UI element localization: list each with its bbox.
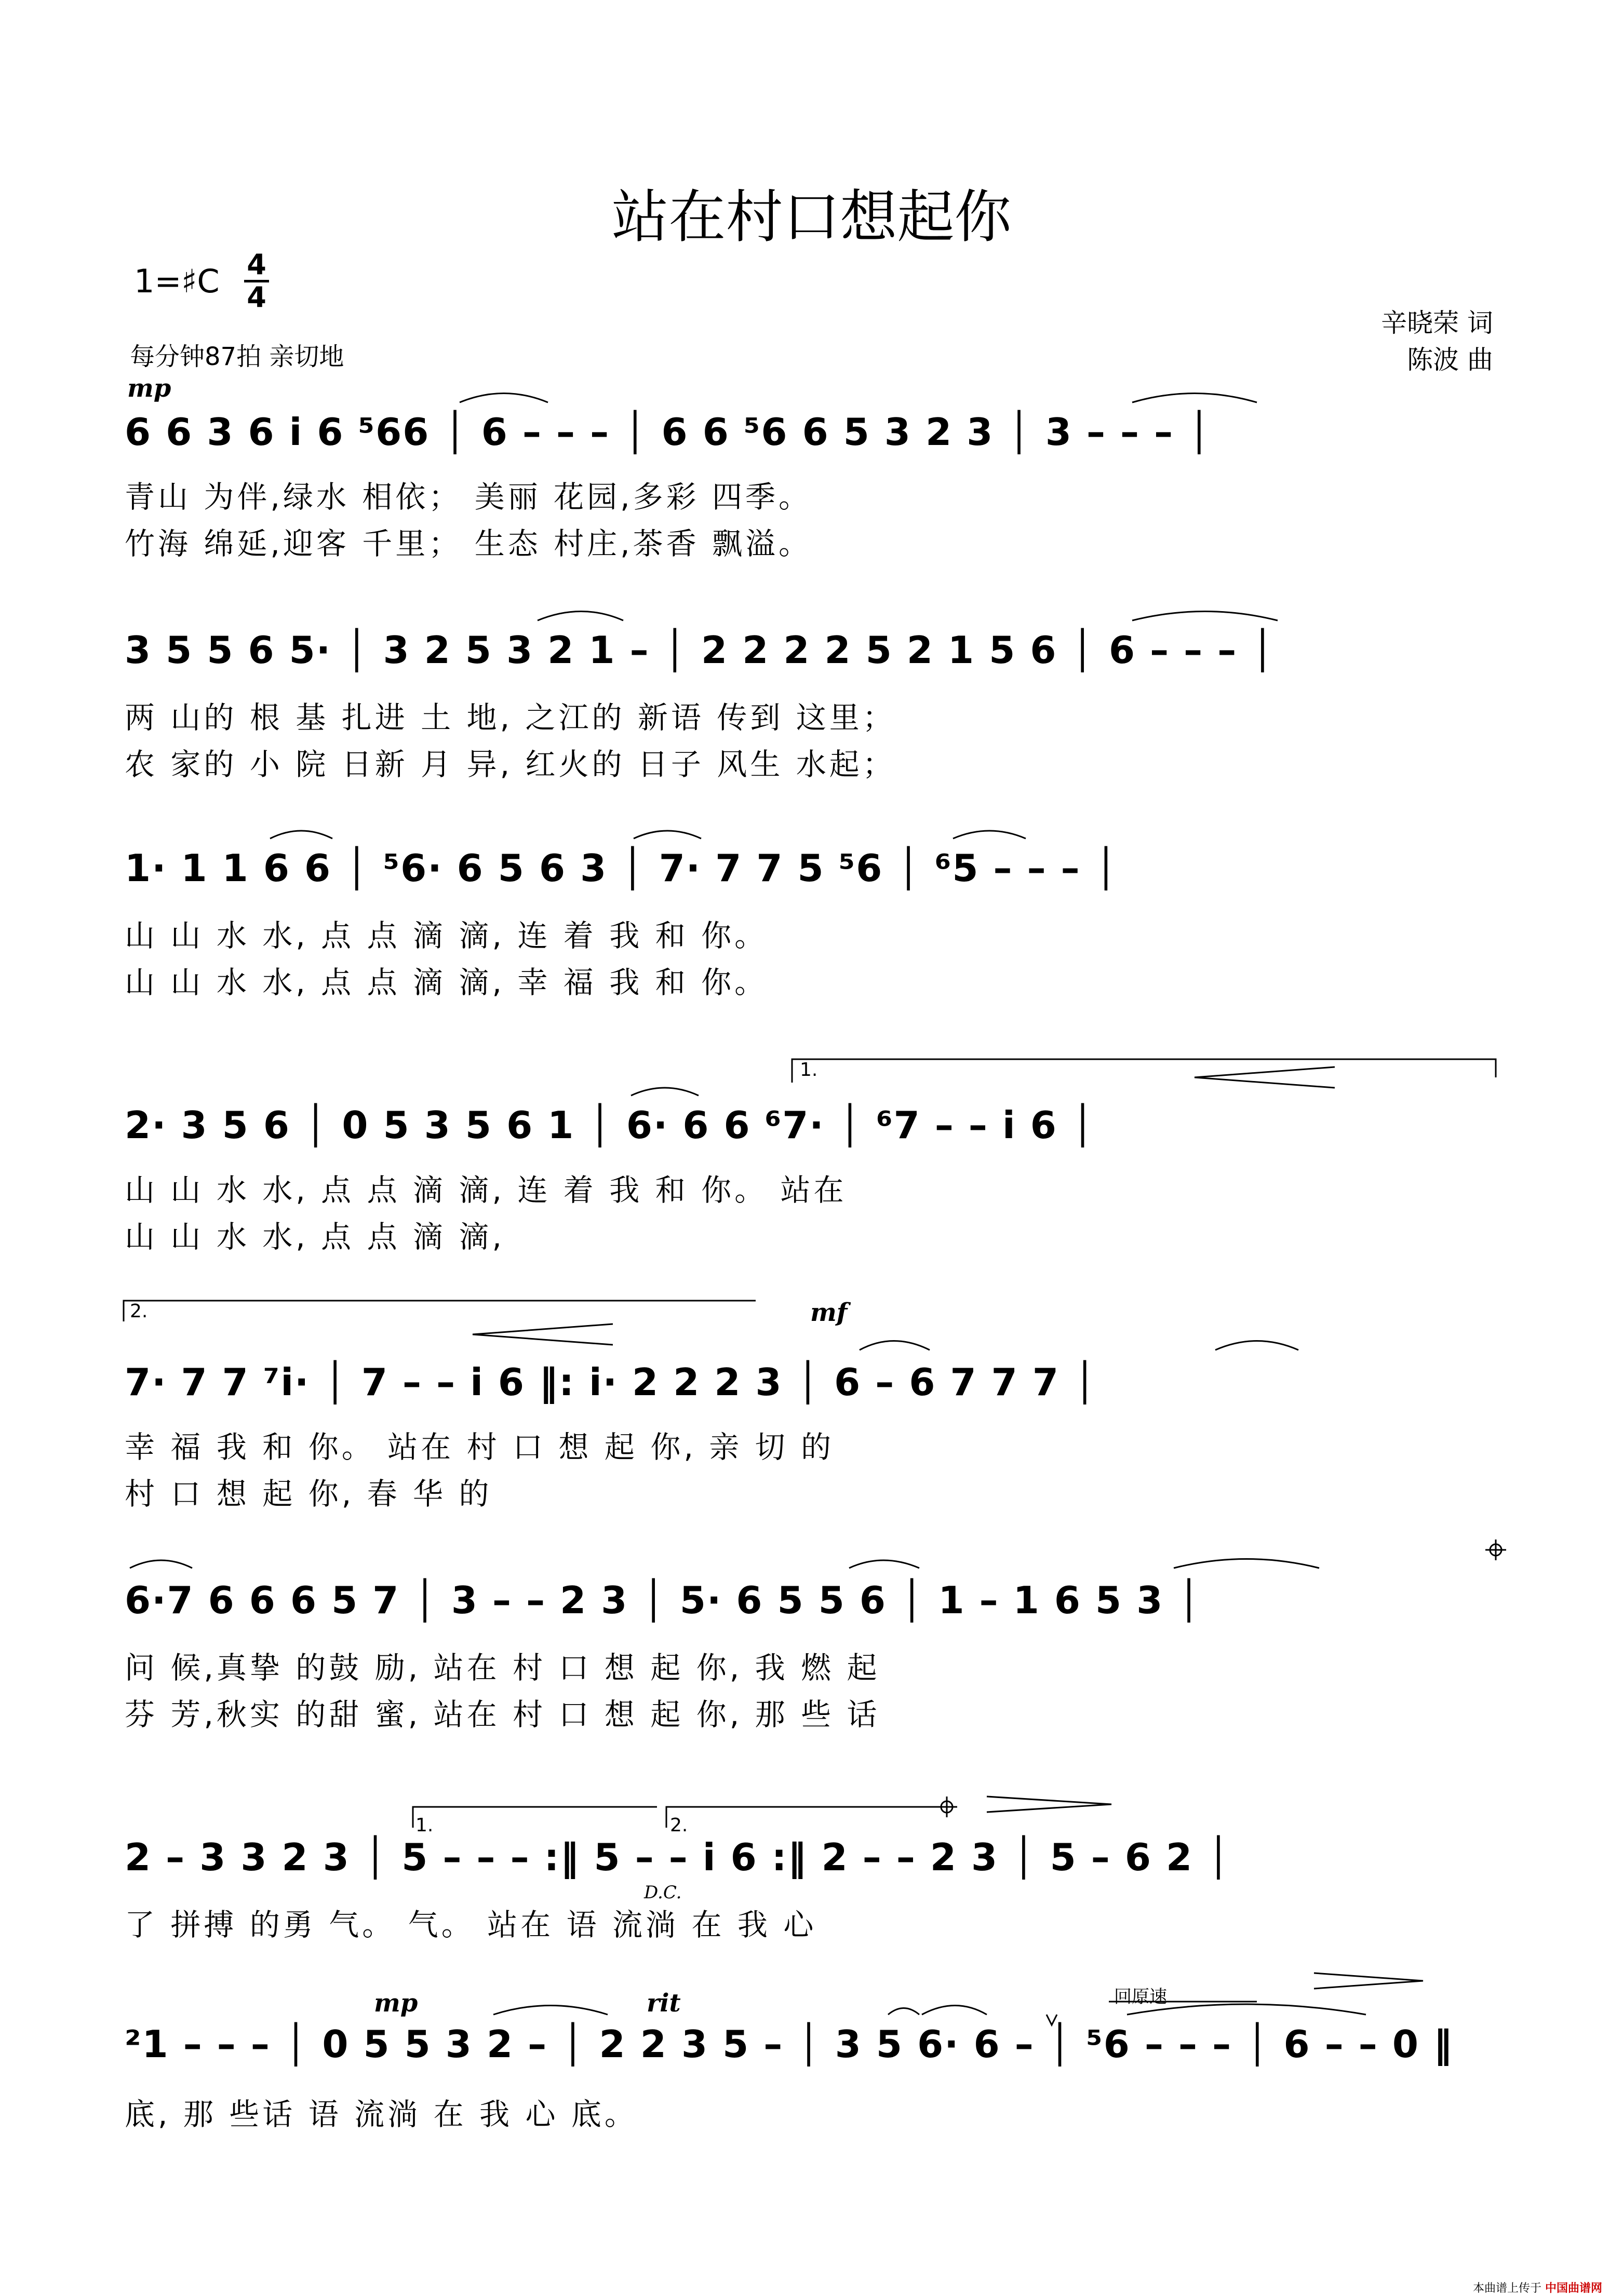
volta-2b-label: 2.	[670, 1815, 688, 1836]
dc-marking: D.C.	[644, 1882, 682, 1903]
notation-line-2: 3 5 5 6 5· │ 3 2 5 3 2 1 – │ 2 2 2 2 5 2 1 5 6 │ 6 – – – │	[125, 628, 1275, 672]
lyrics-2-verse-2: 农 家的 小 院 日新 月 异, 红火的 日子 风生 水起；	[125, 747, 896, 782]
notation-line-1: 6 6 3 6 i 6 ⁵66 │ 6 – – – │ 6 6 ⁵6 6 5 3 2 3 │ 3 – – – │	[125, 410, 1212, 454]
tie-8	[631, 1088, 699, 1096]
lyricist: 辛晓荣 词	[1381, 308, 1493, 338]
notation-line-4: 2· 3 5 6 │ 0 5 3 5 6 1 │ 6· 6 6 ⁶7· │ ⁶7 – – i 6 │	[125, 1103, 1095, 1147]
crescendo-hairpin-1	[1195, 1067, 1335, 1088]
tie-7	[953, 831, 1026, 839]
time-bottom: 4	[247, 281, 266, 314]
tempo-marking: 每分钟87拍 亲切地	[130, 342, 344, 371]
notation-line-8: ²1 – – – │ 0 5 5 3 2 – │ 2 2 3 5 – │ 3 5 6· 6 – │ ⁵6 – – – │ 6 – – 0 ‖	[125, 2022, 1454, 2066]
tie-11	[130, 1560, 192, 1568]
volta-1-bracket	[792, 1059, 1496, 1083]
tie-5	[270, 831, 332, 839]
volta-2b-bracket	[666, 1807, 940, 1828]
lyrics-7: 了 拼搏 的勇 气。 气。 站在 语 流淌 在 我 心	[125, 1907, 817, 1942]
volta-2-label: 2.	[130, 1301, 148, 1322]
composer: 陈波 曲	[1407, 345, 1493, 375]
lyrics-5-verse-1: 幸 福 我 和 你。 站在 村 口 想 起 你, 亲 切 的	[125, 1429, 835, 1465]
lyrics-6-verse-1: 问 候,真挚 的鼓 励, 站在 村 口 想 起 你, 我 燃 起	[125, 1650, 880, 1685]
volta-1-label: 1.	[800, 1059, 818, 1081]
tie-6	[634, 831, 701, 839]
lyrics-6-verse-2: 芬 芳,秋实 的甜 蜜, 站在 村 口 想 起 你, 那 些 话	[125, 1697, 880, 1732]
tie-12	[849, 1560, 919, 1568]
dynamic-mp-2: mp	[374, 1989, 418, 2018]
tie-10	[1215, 1341, 1298, 1350]
key-signature: 1=♯C	[134, 262, 220, 300]
notation-line-7: 2 – 3 3 2 3 │ 5 – – – :‖ 5 – – i 6 :‖ 2 – – 2 3 │ 5 – 6 2 │	[125, 1835, 1231, 1879]
crescendo-hairpin-2	[473, 1324, 613, 1345]
footer-site: 中国曲谱网	[1545, 2282, 1602, 2295]
decrescendo-hairpin-2	[1314, 1973, 1423, 1989]
a-tempo-marking: 回原速	[1114, 1987, 1167, 2007]
coda-sign-2	[936, 1797, 957, 1817]
tie-3	[538, 612, 623, 621]
lyrics-1-verse-1: 青山 为伴,绿水 相依； 美丽 花园,多彩 四季。	[125, 479, 812, 515]
tie-4	[1132, 612, 1278, 621]
tie-9	[860, 1341, 930, 1350]
notation-line-6: 6·7 6 6 6 5 7 │ 3 – – 2 3 │ 5· 6 5 5 6 │ 1 – 1 6 5 3 │	[125, 1578, 1201, 1622]
notation-line-3: 1· 1 1 6 6 │ ⁵6· 6 5 6 3 │ 7· 7 7 5 ⁵6 │ ⁶5 – – – │	[125, 846, 1119, 890]
lyrics-3-verse-1: 山 山 水 水, 点 点 滴 滴, 连 着 我 和 你。	[125, 918, 768, 953]
tie-17	[1127, 2004, 1366, 2015]
page-title: 站在村口想起你	[611, 184, 1012, 250]
time-top: 4	[247, 248, 266, 281]
rit-marking: rit	[647, 1989, 681, 2018]
volta-1b-bracket	[413, 1807, 657, 1828]
lyrics-3-verse-2: 山 山 水 水, 点 点 滴 滴, 幸 福 我 和 你。	[125, 965, 768, 1000]
volta-1b-label: 1.	[415, 1815, 434, 1836]
tie-14	[493, 2006, 608, 2015]
dynamic-mp: mp	[127, 374, 171, 403]
tie-15	[888, 2008, 919, 2015]
notation-line-5: 7· 7 7 ⁷i· │ 7 – – i 6 ‖: i· 2 2 2 3 │ 6 – 6 7 7 7 │	[125, 1360, 1097, 1404]
decrescendo-hairpin-1	[987, 1797, 1111, 1812]
breath-mark	[1047, 2015, 1057, 2025]
lyrics-5-verse-2: 村 口 想 起 你, 春 华 的	[125, 1476, 492, 1511]
tie-1	[460, 394, 548, 403]
tie-16	[922, 2006, 987, 2015]
dynamic-mf: mf	[810, 1298, 848, 1327]
lyrics-4-verse-2: 山 山 水 水, 点 点 滴 滴,	[125, 1219, 505, 1254]
lyrics-1-verse-2: 竹海 绵延,迎客 千里； 生态 村庄,茶香 飘溢。	[125, 526, 812, 561]
tie-2	[1132, 394, 1257, 403]
volta-2-bracket	[124, 1301, 756, 1321]
footer-uploader: 本曲谱上传于	[1472, 2282, 1541, 2295]
tie-13	[1174, 1559, 1319, 1569]
lyrics-2-verse-1: 两 山的 根 基 扎进 土 地, 之江的 新语 传到 这里；	[125, 700, 896, 735]
lyrics-4-verse-1: 山 山 水 水, 点 点 滴 滴, 连 着 我 和 你。 站在	[125, 1172, 847, 1208]
lyrics-8: 底, 那 些话 语 流淌 在 我 心 底。	[125, 2097, 638, 2132]
coda-sign-1	[1485, 1539, 1506, 1560]
